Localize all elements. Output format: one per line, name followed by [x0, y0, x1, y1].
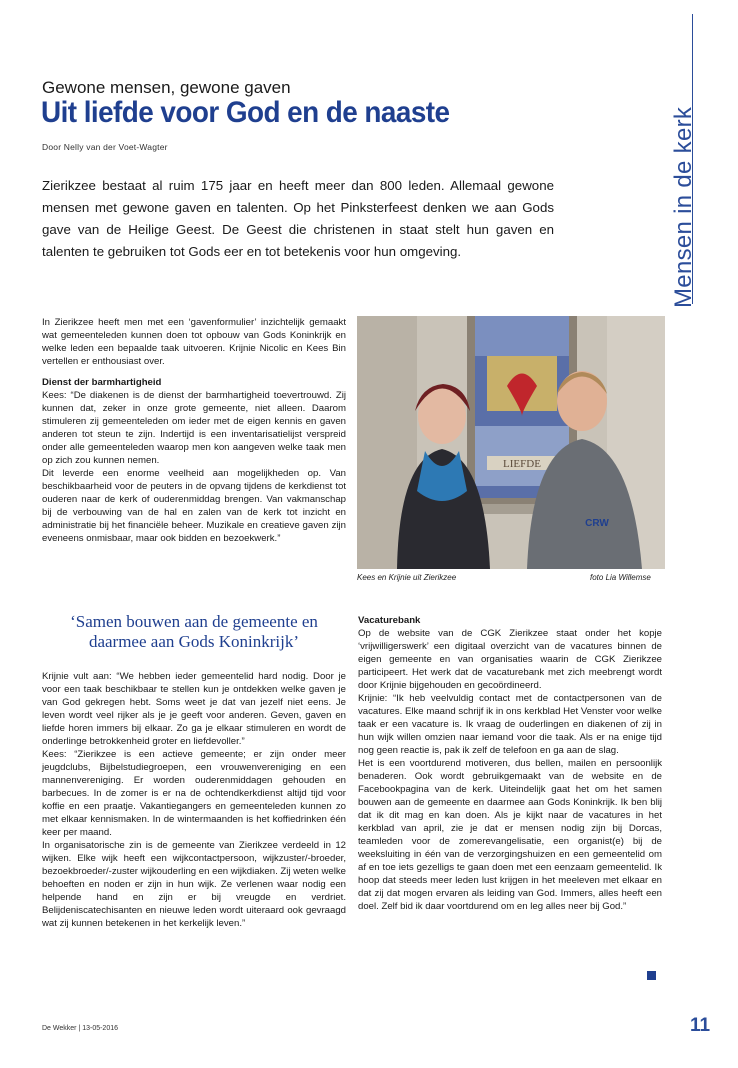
- right-column: [358, 614, 662, 913]
- body-paragraph: Kees: “De diakenen is de dienst der barmhartigheid toevertrouwd. Zij kunnen dat, zeker in onze grote gemeente, niet alleen. Daarom stimuleren zij gemeenteleden om ieder met de eigen kennis en gaven anderen tot steun te zijn. Indertijd is een inventarisatielijst verspreid onder alle gemeenteleden waarop men kon aangeven welke taak men op zich zou kunnen nemen.: [42, 390, 346, 466]
- body-paragraph: Dit leverde een enorme veelheid aan mogelijkheden op. Van beschikbaarheid voor de peuters in de opvang tijdens de kerkdienst tot ouderen naar de kerk of ouderenmiddag brengen. Van vakmanschap bij de verbouwing van de hal en zalen van de kerk tot inzicht en administratie bij het financiële beheer. Muzikale en creatieve gaven zijn eveneens onmisbaar, maar ook bidden en bezoekwerk.”: [42, 468, 346, 544]
- subheading-vacaturebank: Vacaturebank: [358, 615, 421, 626]
- footer-publication: De Wekker | 13-05-2016: [42, 1025, 119, 1032]
- body-paragraph: Op de website van de CGK Zierikzee staat onder het kopje ‘vrijwilligerswerk’ een digitaal overzicht van de vacatures binnen de eigen gemeente en van organisaties waarin de CGK Zierikzee participeert. Het werk dat de vacaturebank met zich meebrengt wordt door Krijnie bijgehouden en gecoördineerd.: [358, 628, 662, 691]
- body-paragraph: Kees: “Zierikzee is een actieve gemeente; er zijn onder meer jeugdclubs, Bijbelstudiegroepen, een vrouwenvereniging en een mannenvereniging. Er worden ouderenmiddagen gehouden en barbecues. In de zomer is er na de ochtendkerkdienst altijd tijd voor koffie en een praatje. Vakantiegangers en gemeenteleden kunnen zo met elkaar kennismaken. In de wintermaanden is het koffiedrinken één keer per maand.: [42, 749, 346, 838]
- body-paragraph: In organisatorische zin is de gemeente van Zierikzee verdeeld in 12 wijken. Elke wijk heeft een wijkcontactpersoon, wijkzuster/-broeder, bezoekbroeder/-zuster wijkouderling en een wijkdiaken. Zij weten welke behoeften en noden er zijn in hun wijk. Ze verlenen waar nodig een helpende hand en zijn er bij vreugde en verdriet. Belijdeniscatechisanten en nieuwe leden wordt uiteraard ook gevraagd wat zij kunnen betekenen in het kerkelijk leven.”: [42, 840, 346, 929]
- body-paragraph: Krijnie vult aan: “We hebben ieder gemeentelid hard nodig. Door je voor een taak beschikbaar te stellen kun je ontdekken welke gaven je van God gekregen hebt. Soms weet je dat van jezelf niet eens. Je leven wordt veel rijker als je je geeft voor anderen. Geven, gaven en liefde horen immers bij elkaar. Zo ga je elkaar stimuleren en wordt de onderlinge betrokkenheid groter en liefdevoller.”: [42, 671, 346, 747]
- body-paragraph: Het is een voortdurend motiveren, dus bellen, mailen en persoonlijk benaderen. Ook wordt gebruikgemaakt van de website en de Facebookpagina van de kerk. Uiteindelijk gaat het om het samen bouwen aan de gemeente en daarmee aan Gods Koninkrijk. Ik ben blij dat ik dit mag en kan doen. Als je kijkt naar de vacatures in het kerkblad van april, zie je dat er mensen nodig zijn bij Dorcas, teamleden voor de zomerevangelisatie, een organist(e) bij de weeksluiting in één van de verzorgingshuizen en een gemeentelid om af en toe iets gezelligs te gaan doen met een eenzaam gemeentelid. Ik hoop dat steeds meer leden lust krijgen in het meeleven met elkaar en dat zij dat mogen ervaren als leiding van God. Immers, alles heeft een doel. Zelf bid ik daar voortdurend om en leg alles neer bij God.”: [358, 758, 662, 912]
- photo-caption: Kees en Krijnie uit Zierikzee: [357, 573, 457, 582]
- window-text: LIEFDE: [503, 458, 541, 470]
- pull-quote: ‘Samen bouwen aan de gemeente en daarmee aan Gods Koninkrijk’: [70, 612, 318, 651]
- left-column: [42, 316, 346, 545]
- subheading-barmhartigheid: Dienst der barmhartigheid: [42, 377, 162, 388]
- article-title: Uit liefde voor God en de naaste: [41, 96, 450, 129]
- kicker: Gewone mensen, gewone gaven: [42, 78, 291, 97]
- byline: Door Nelly van der Voet-Wagter: [42, 142, 168, 152]
- intro-paragraph: In Zierikzee heeft men met een ‘gavenformulier’ inzichtelijk gemaakt wat gemeenteleden kunnen doen tot opbouw van Gods Koninkrijk en welke leden een bepaalde taak uitvoeren. Krijnie Nicolic en Kees Bin vertellen er enthousiast over.: [42, 317, 346, 367]
- body-paragraph: Krijnie: “Ik heb veelvuldig contact met de contactpersonen van de vacatures. Elke maand schrijf ik in ons kerkblad Het Venster voor welke taak er een vacature is. Ik vraag de ouderlingen en diakenen of zij in hun wijk willen omzien naar iemand voor die taak. Als er na enige tijd nog geen reactie is, pak ik zelf de telefoon en ga aan de slag.: [358, 693, 662, 756]
- photo-credit: foto Lia Willemse: [590, 573, 651, 582]
- section-label: Mensen in de kerk: [670, 106, 697, 308]
- end-mark: [647, 971, 656, 980]
- left-column-continued: [42, 670, 346, 930]
- photo-kees-krijnie: [357, 316, 665, 569]
- lead-paragraph: Zierikzee bestaat al ruim 175 jaar en heeft meer dan 800 leden. Allemaal gewone mensen met gewone gaven en talenten. Op het Pinksterfeest denken we aan Gods gave van de Heilige Geest. De Geest die christenen in staat stelt hun gaven en talenten te gebruiken tot Gods eer en tot betekenis voor hun omgeving.: [42, 178, 554, 259]
- shirt-text: CRW: [585, 518, 609, 529]
- page-number: 11: [690, 1015, 711, 1036]
